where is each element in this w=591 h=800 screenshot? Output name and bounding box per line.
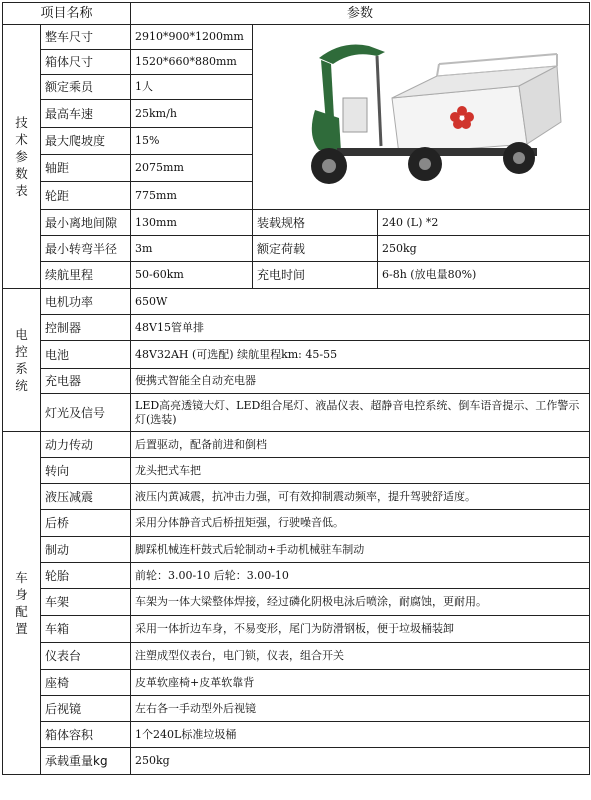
row-label: 转向 [41,458,131,484]
row-label: 车箱 [41,616,131,643]
row-value: 50-60km [131,262,253,289]
table-row [3,589,590,616]
row-value: 采用分体静音式后桥扭矩强，行驶噪音低。 [131,510,590,537]
row-label: 车架 [41,589,131,616]
row-value: 左右各一手动型外后视镜 [131,696,590,722]
header-value-col: 参数 [131,3,590,25]
row-value: 脚踩机械连杆鼓式后轮制动+手动机械驻车制动 [131,537,590,563]
table-row [3,369,590,394]
table-row [3,696,590,722]
row-value: 1人 [131,75,253,100]
row-value: 皮革软座椅+皮革软靠背 [131,670,590,696]
row-value-2: 6-8h (放电量80%) [378,262,590,289]
row-value: 1个240L标准垃圾桶 [131,722,590,748]
row-value: 130mm [131,210,253,236]
row-label: 轮胎 [41,563,131,589]
row-value: 650W [131,289,590,315]
row-label: 后视镜 [41,696,131,722]
row-label: 控制器 [41,315,131,341]
row-value: 采用一体折边车身，不易变形，尾门为防滑钢板，便于垃圾桶装卸 [131,616,590,643]
row-label: 最高车速 [41,100,131,128]
spec-table [2,2,590,775]
table-row [3,537,590,563]
row-value: 注塑成型仪表台，电门锁，仪表，组合开关 [131,643,590,670]
row-value-2: 240 (L) *2 [378,210,590,236]
row-label: 最小转弯半径 [41,236,131,262]
electric-tricycle-garbage-truck-icon [257,26,587,206]
row-value: 48V32AH (可选配) 续航里程km: 45-55 [131,341,590,369]
row-value: 25km/h [131,100,253,128]
row-label: 箱体容积 [41,722,131,748]
table-row [3,315,590,341]
row-label-2: 额定荷载 [253,236,378,262]
table-row [3,670,590,696]
table-row [3,722,590,748]
category-electric: 电控系统 [3,289,41,432]
row-value: 车架为一体大梁整体焊接，经过磷化阴极电泳后喷涂，耐腐蚀，更耐用。 [131,589,590,616]
row-label: 动力传动 [41,432,131,458]
row-value: 2075mm [131,155,253,182]
row-value: 液压内黄减震，抗冲击力强，可有效抑制震动频率，提升驾驶舒适度。 [131,484,590,510]
row-label: 最大爬坡度 [41,128,131,155]
category-tech: 技术参数表 [3,25,41,289]
row-value: 1520*660*880mm [131,50,253,75]
table-row [3,510,590,537]
row-label: 最小离地间隙 [41,210,131,236]
row-label: 灯光及信号 [41,394,131,432]
category-body: 车身配置 [3,432,41,775]
row-label: 液压减震 [41,484,131,510]
row-label: 轮距 [41,182,131,210]
row-value-2: 250kg [378,236,590,262]
row-label-2: 装载规格 [253,210,378,236]
row-value: 3m [131,236,253,262]
row-label: 座椅 [41,670,131,696]
row-value: 后置驱动，配备前进和倒档 [131,432,590,458]
table-row [3,394,590,432]
row-value: 2910*900*1200mm [131,25,253,50]
table-row [3,748,590,775]
table-row [3,484,590,510]
row-label: 制动 [41,537,131,563]
row-label: 箱体尺寸 [41,50,131,75]
table-row [3,236,590,262]
row-label: 额定乘员 [41,75,131,100]
table-row [3,563,590,589]
row-label: 续航里程 [41,262,131,289]
header-name-col: 项目名称 [3,3,131,25]
row-label: 整车尺寸 [41,25,131,50]
table-row [3,432,590,458]
table-row [3,262,590,289]
table-row [3,289,590,315]
row-value: 250kg [131,748,590,775]
header-row [3,3,590,25]
table-row [3,210,590,236]
row-label-2: 充电时间 [253,262,378,289]
row-value: 便携式智能全自动充电器 [131,369,590,394]
row-label: 轴距 [41,155,131,182]
row-value: LED高亮透镜大灯、LED组合尾灯、液晶仪表、超静音电控系统、倒车语音提示、工作警示灯(选装) [131,394,590,432]
row-label: 充电器 [41,369,131,394]
row-value: 775mm [131,182,253,210]
row-label: 后桥 [41,510,131,537]
row-value: 15% [131,128,253,155]
table-row [3,458,590,484]
row-label: 承载重量kg [41,748,131,775]
row-value: 48V15管单排 [131,315,590,341]
row-label: 电机功率 [41,289,131,315]
table-row [3,341,590,369]
row-value: 前轮：3.00-10 后轮：3.00-10 [131,563,590,589]
row-value: 龙头把式车把 [131,458,590,484]
table-row [3,616,590,643]
row-label: 仪表台 [41,643,131,670]
table-row [3,643,590,670]
table-row [3,25,590,50]
row-label: 电池 [41,341,131,369]
vehicle-image [253,25,590,210]
